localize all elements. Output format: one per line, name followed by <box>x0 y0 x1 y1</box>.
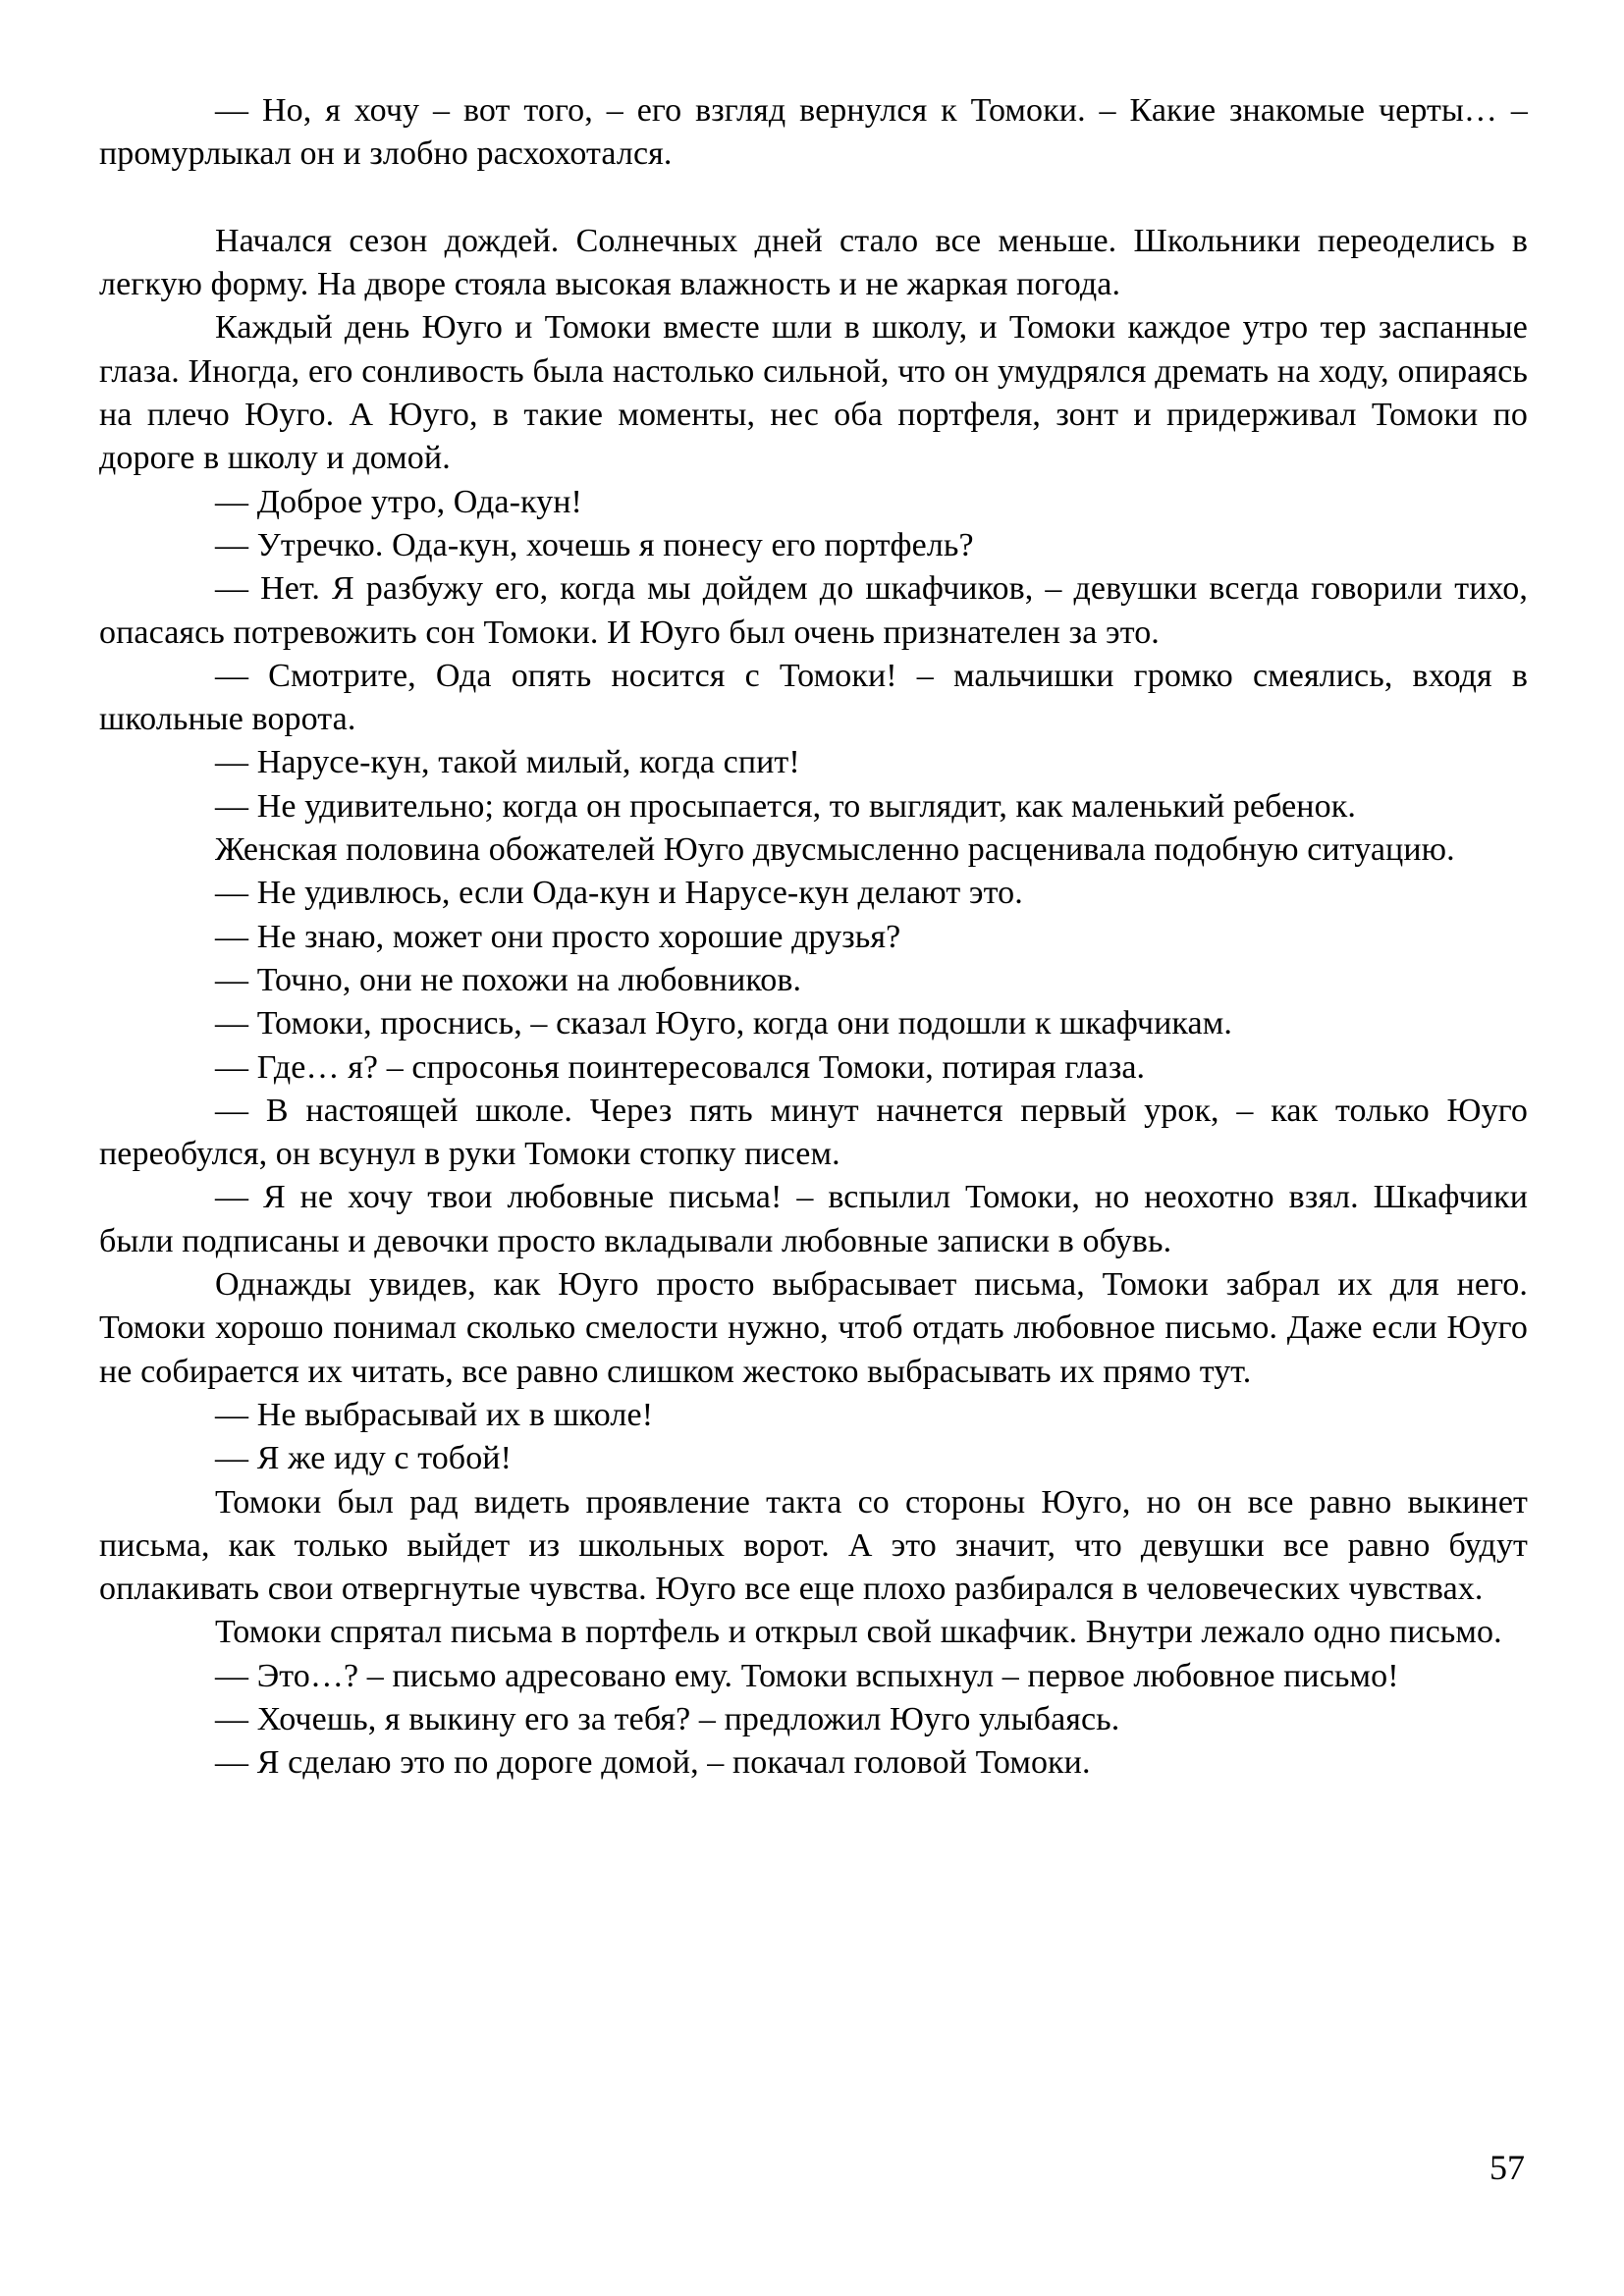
paragraph: Томоки спрятал письма в портфель и открыл свой шкафчик. Внутри лежало одно письмо. <box>215 1614 1502 1651</box>
paragraph: — Я сделаю это по дороге домой, – покачал головой Томоки. <box>215 1744 1091 1782</box>
paragraph: — Я не хочу твои любовные письма! – вспылил Томоки, но неохотно взял. Шкафчики были подписаны и девочки просто вкладывали любовные записки в обувь. <box>99 1179 1528 1259</box>
paragraph: — Это…? – письмо адресовано ему. Томоки вспыхнул – первое любовное письмо! <box>215 1657 1399 1694</box>
paragraph: — Нет. Я разбужу его, когда мы дойдем до шкафчиков, – девушки всегда говорили тихо, опасаясь потревожить сон Томоки. И Юуго был очень признателен за это. <box>99 570 1528 651</box>
paragraph: — Томоки, проснись, – сказал Юуго, когда они подошли к шкафчикам. <box>215 1005 1232 1042</box>
page-number: 57 <box>1489 2148 1525 2187</box>
paragraph: — Где… я? – спросонья поинтересовался Томоки, потирая глаза. <box>215 1048 1146 1086</box>
text-block <box>99 89 1528 1786</box>
paragraph: — Точно, они не похожи на любовников. <box>215 961 802 998</box>
blank-line <box>99 177 1528 220</box>
paragraph: — Доброе утро, Ода-кун! <box>215 483 582 520</box>
paragraph: — Не удивительно; когда он просыпается, то выглядит, как маленький ребенок. <box>215 787 1356 825</box>
paragraph: Женская половина обожателей Юуго двусмысленно расценивала подобную ситуацию. <box>215 831 1455 869</box>
paragraph: — Я же иду с тобой! <box>215 1440 513 1477</box>
paragraph: — Утречко. Ода-кун, хочешь я понесу его портфель? <box>215 526 974 563</box>
paragraph: — Не выбрасывай их в школе! <box>215 1396 654 1433</box>
paragraph: — Не удивлюсь, если Ода-кун и Нарусе-кун делают это. <box>215 875 1023 912</box>
paragraph: Каждый день Юуго и Томоки вместе шли в школу, и Томоки каждое утро тер заспанные глаза. Иногда, его сонливость была настолько сильной, что он умудрялся дремать на ходу, опираясь на плечо Юуго. А Юуго, в такие моменты, нес оба портфеля, зонт и придерживал Томоки по дороге в школу и домой. <box>99 309 1528 477</box>
paragraph: — Не знаю, может они просто хорошие друзья? <box>215 918 901 955</box>
paragraph: Начался сезон дождей. Солнечных дней стало все меньше. Школьники переоделись в легкую форму. На дворе стояла высокая влажность и не жаркая погода. <box>99 222 1528 303</box>
paragraph: — Но, я хочу – вот того, – его взгляд вернулся к Томоки. – Какие знакомые черты… – промурлыкал он и злобно расхохотался. <box>99 92 1528 173</box>
paragraph: Однажды увидев, как Юуго просто выбрасывает письма, Томоки забрал их для него. Томоки хорошо понимал сколько смелости нужно, чтоб отдать любовное письмо. Даже если Юуго не собирается их читать, все равно слишком жестоко выбрасывать их прямо тут. <box>99 1266 1528 1390</box>
paragraph: Томоки был рад видеть проявление такта со стороны Юуго, но он все равно выкинет письма, как только выйдет из школьных ворот. А это значит, что девушки все равно будут оплакивать свои отвергнутые чувства. Юуго все еще плохо разбирался в человеческих чувствах. <box>99 1483 1528 1608</box>
paragraph: — В настоящей школе. Через пять минут начнется первый урок, – как только Юуго переобулся, он всунул в руки Томоки стопку писем. <box>99 1092 1528 1173</box>
paragraph: — Хочешь, я выкину его за тебя? – предложил Юуго улыбаясь. <box>215 1700 1120 1737</box>
paragraph: — Смотрите, Ода опять носится с Томоки! – мальчишки громко смеялись, входя в школьные ворота. <box>99 657 1528 738</box>
paragraph: — Нарусе-кун, такой милый, когда спит! <box>215 744 800 781</box>
